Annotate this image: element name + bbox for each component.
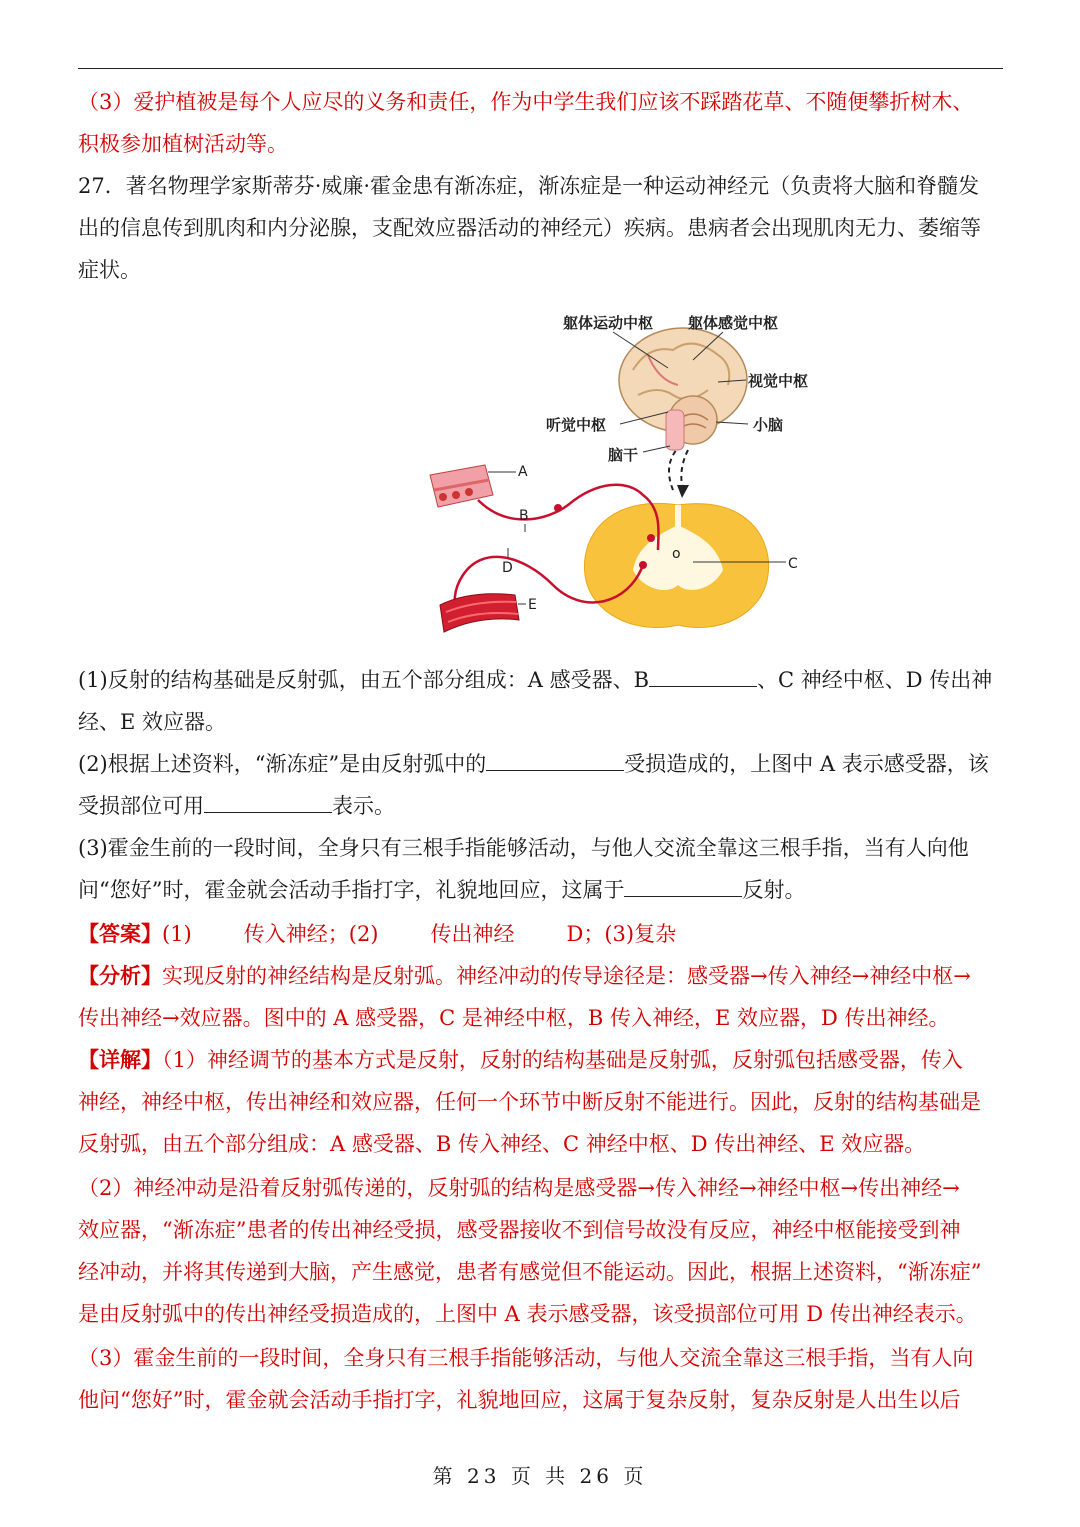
q3-answer-blank[interactable]	[624, 872, 742, 897]
sub-question-2-line1	[78, 743, 1003, 785]
q1-text-part2: 、C 神经中枢、D 传出神	[757, 668, 993, 692]
q1-text-part1: (1)反射的结构基础是反射弧，由五个部分组成：A 感受器、B	[78, 668, 650, 692]
arrow-head	[677, 485, 689, 498]
detail-p1-text-1: （1）神经调节的基本方式是反射，反射的结构基础是反射弧，反射弧包括感受器，传入	[162, 1048, 963, 1072]
sub-question-1-line2: 经、E 效应器。	[78, 710, 227, 734]
label-b: B	[519, 508, 529, 524]
header-rule	[78, 68, 1003, 69]
label-c: C	[788, 556, 798, 572]
question-stem-line2: 出的信息传到肌肉和内分泌腺，支配效应器活动的神经元）疾病。患病者会出现肌肉无力、萎缩等	[78, 216, 981, 240]
q2-line2-part1: 受损部位可用	[78, 794, 204, 818]
q3-line2-part2: 反射。	[742, 878, 806, 902]
muscle-effector-illustration	[440, 594, 519, 632]
q2-answer-blank-1[interactable]	[486, 746, 624, 771]
answer-2: 传出神经	[430, 922, 515, 946]
answer-1: 传入神经；	[243, 922, 349, 946]
answer-tag: 【答案】	[78, 921, 162, 946]
answer-2b: D；	[566, 922, 605, 946]
brain-illustration	[619, 328, 747, 450]
detail-p3-line1: （3）霍金生前的一段时间，全身只有三根手指能够活动，与他人交流全靠这三根手指，当有人向	[78, 1346, 974, 1370]
dashed-arrow-up	[669, 448, 678, 490]
detail-p2-line4: 是由反射弧中的传出神经受损造成的，上图中 A 表示感受器，该受损部位可用 D 传出神经表示。	[78, 1302, 977, 1326]
reflex-arc-figure	[348, 300, 808, 645]
q3-line2-part1: 问“您好”时，霍金就会活动手指打字，礼貌地回应，这属于	[78, 878, 625, 902]
leader-line	[643, 446, 670, 452]
analysis-tag: 【分析】	[78, 963, 162, 988]
label-visual-center: 视觉中枢	[748, 372, 808, 390]
spinal-cord-section	[584, 503, 768, 627]
document-page	[78, 0, 1003, 1527]
detail-p1-line1	[78, 1039, 1003, 1081]
q2-answer-blank-2[interactable]	[204, 788, 332, 813]
sub-question-2-line2	[78, 785, 1003, 827]
detail-p2-line2: 效应器，“渐冻症”患者的传出神经受损，感受器接收不到信号故没有反应，神经中枢能接受到神	[78, 1218, 961, 1242]
skin-receptor-illustration	[430, 465, 493, 507]
label-auditory-center: 听觉中枢	[546, 416, 607, 434]
detail-p1-line3: 反射弧，由五个部分组成：A 感受器、B 传入神经、C 神经中枢、D 传出神经、E 效应器。	[78, 1132, 926, 1156]
sub-question-1-line1	[78, 659, 1003, 701]
q2-text-part2: 受损造成的，上图中 A 表示感受器，该	[624, 752, 989, 776]
answer-line	[78, 913, 1003, 955]
q1-answer-blank[interactable]	[649, 662, 757, 687]
central-canal-mark: o	[672, 546, 681, 562]
question-stem-line1: 27．著名物理学家斯蒂芬·威廉·霍金患有渐冻症，渐冻症是一种运动神经元（负责将大脑和脊髓发	[78, 174, 980, 198]
afferent-neuron-body	[554, 504, 562, 512]
section3-note-line2: 积极参加植树活动等。	[78, 132, 288, 156]
label-sensory-center: 躯体感觉中枢	[688, 314, 779, 332]
dashed-arrow-down	[681, 450, 688, 490]
question-stem-line3: 症状。	[78, 258, 141, 282]
leader-line	[716, 422, 748, 424]
detail-p3-line2: 他问“您好”时，霍金就会活动手指打字，礼貌地回应，这属于复杂反射，复杂反射是人出生以后	[78, 1388, 961, 1412]
detail-p2-line3: 经冲动，并将其传递到大脑，产生感觉，患者有感觉但不能运动。因此，根据上述资料，“渐冻症”	[78, 1260, 982, 1284]
answer-2-num: (2)	[348, 922, 379, 946]
sub-question-3-line2	[78, 869, 1003, 911]
label-brainstem: 脑干	[608, 446, 639, 464]
page-footer: 第 23 页 共 26 页	[432, 1464, 648, 1488]
motor-neuron-body	[639, 561, 647, 569]
sub-question-3-line1: (3)霍金生前的一段时间，全身只有三根手指能够活动，与他人交流全靠这三根手指，当有人向他	[78, 836, 969, 860]
answer-1-num: (1)	[162, 922, 192, 946]
q2-text-part1: (2)根据上述资料，“渐冻症”是由反射弧中的	[78, 752, 487, 776]
answer-3: (3)复杂	[604, 922, 677, 946]
label-e: E	[528, 597, 537, 613]
detail-tag: 【详解】	[78, 1047, 162, 1072]
reflex-arc-diagram	[348, 300, 808, 645]
q2-line2-part2: 表示。	[332, 794, 395, 818]
analysis-text-1: 实现反射的神经结构是反射弧。神经冲动的传导途径是：感受器→传入神经→神经中枢→	[162, 964, 971, 988]
analysis-line2: 传出神经→效应器。图中的 A 感受器，C 是神经中枢，B 传入神经，E 效应器，D 传出神经。	[78, 1006, 950, 1030]
detail-p1-line2: 神经，神经中枢，传出神经和效应器，任何一个环节中断反射不能进行。因此，反射的结构基础是	[78, 1090, 981, 1114]
label-motor-center: 躯体运动中枢	[563, 314, 654, 332]
label-cerebellum: 小脑	[753, 416, 784, 434]
analysis-line1	[78, 955, 1003, 997]
detail-p2-line1: （2）神经冲动是沿着反射弧传递的，反射弧的结构是感受器→传入神经→神经中枢→传出神经→	[78, 1176, 960, 1200]
label-a: A	[518, 464, 528, 480]
section3-note-line1: （3）爱护植被是每个人应尽的义务和责任，作为中学生我们应该不踩踏花草、不随便攀折树木、	[78, 90, 974, 114]
interneuron-body	[647, 534, 655, 542]
label-d: D	[502, 560, 513, 576]
